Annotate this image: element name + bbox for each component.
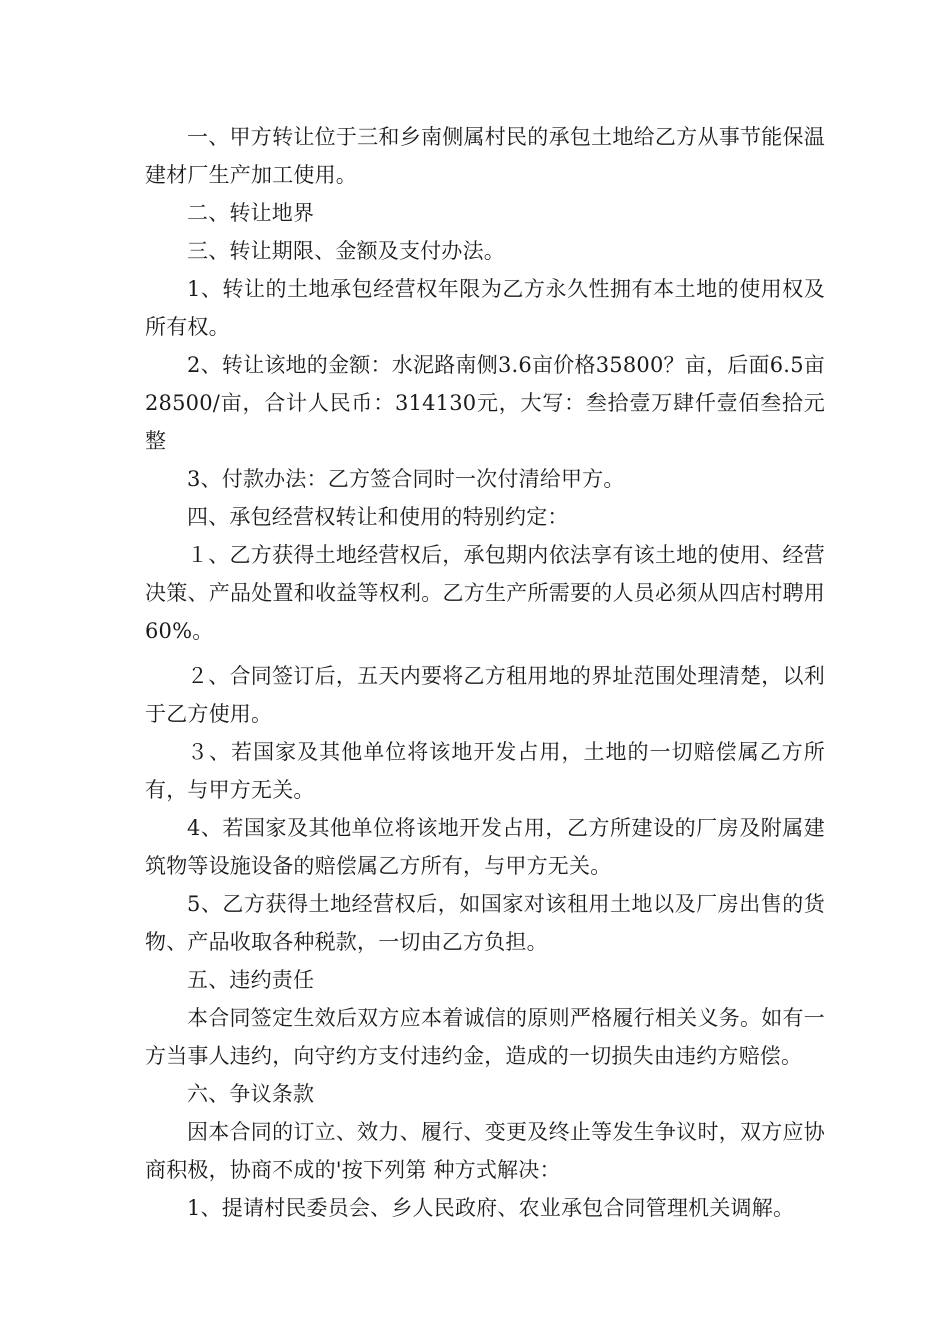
paragraph-special-2: ２、合同签订后，五天内要将乙方租用地的界址范围处理清楚，以利于乙方使用。 [145, 664, 825, 726]
paragraph-special-1: １、乙方获得土地经营权后，承包期内依法享有该土地的使用、经营决策、产品处置和收益等权利。乙方生产所需要的人员必须从四店村聘用60%。 [145, 543, 825, 643]
paragraph-heading-boundary: 二、转让地界 [187, 201, 315, 225]
paragraph-dispute-1: 1、提请村民委员会、乡人民政府、农业承包合同管理机关调解。 [187, 1196, 795, 1220]
paragraph-clause-1: 一、甲方转让位于三和乡南侧属村民的承包土地给乙方从事节能保温建材厂生产加工使用。 [145, 125, 825, 187]
paragraph-term: 1、转让的土地承包经营权年限为乙方永久性拥有本土地的使用权及所有权。 [145, 277, 825, 339]
paragraph-dispute: 因本合同的订立、效力、履行、变更及终止等发生争议时，双方应协商积极，协商不成的'按下列第 种方式解决： [145, 1120, 825, 1182]
paragraph-heading-breach: 五、违约责任 [187, 968, 315, 992]
contract-body [145, 118, 825, 1227]
paragraph-special-5: 5、乙方获得土地经营权后，如国家对该租用土地以及厂房出售的货物、产品收取各种税款，一切由乙方负担。 [145, 892, 825, 954]
paragraph-heading-special: 四、承包经营权转让和使用的特别约定： [187, 505, 569, 529]
paragraph-amount: 2、转让该地的金额：水泥路南侧3.6亩价格35800？亩，后面6.5亩28500/亩，合计人民币：314130元，大写：叁拾壹万肆仟壹佰叁拾元整 [145, 353, 825, 453]
paragraph-special-3: ３、若国家及其他单位将该地开发占用，土地的一切赔偿属乙方所有，与甲方无关。 [145, 740, 825, 802]
paragraph-heading-dispute: 六、争议条款 [187, 1082, 315, 1106]
paragraph-heading-term-amount: 三、转让期限、金额及支付办法。 [187, 239, 505, 263]
paragraph-breach: 本合同签定生效后双方应本着诚信的原则严格履行相关义务。如有一方当事人违约，向守约方支付违约金，造成的一切损失由违约方赔偿。 [145, 1006, 825, 1068]
paragraph-special-4: 4、若国家及其他单位将该地开发占用，乙方所建设的厂房及附属建筑物等设施设备的赔偿属乙方所有，与甲方无关。 [145, 816, 825, 878]
paragraph-payment: 3、付款办法：乙方签合同时一次付清给甲方。 [187, 467, 625, 491]
